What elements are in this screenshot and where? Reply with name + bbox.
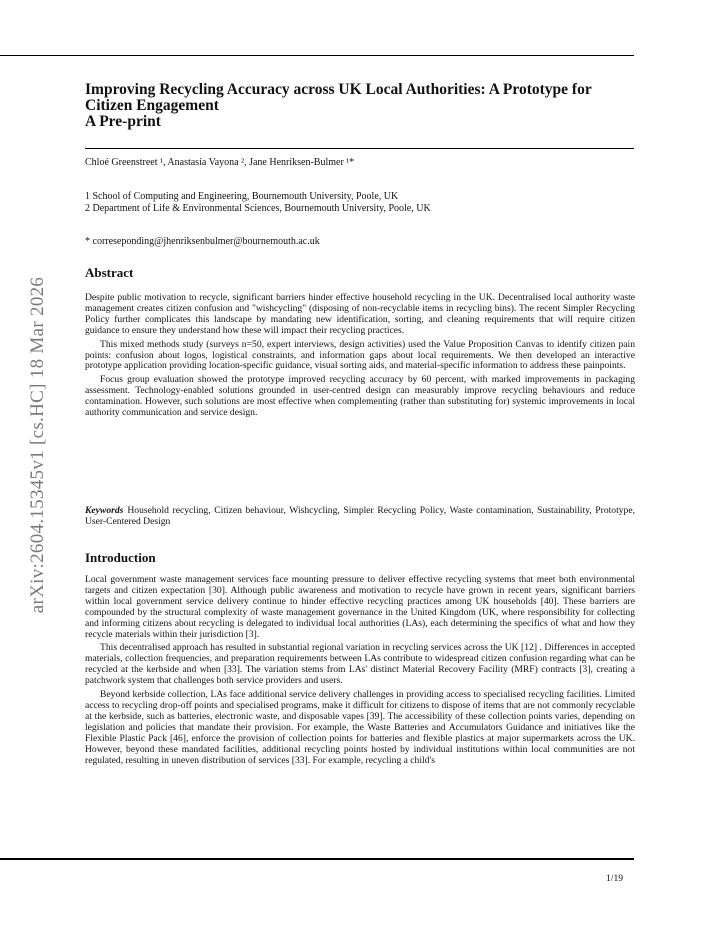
introduction-paragraph: Beyond kerbside collection, LAs face additional service delivery challenges in providing access to specialised recycling facilities. Limited access to recycling drop-off points and specialised programs, make it difficult for citizens to dispose of items that are not commonly recyclable at the kerbside, such as batteries, electronic waste, and disposable vapes [39]. The accessibility of these collection points varies, depending on legislation and policies that mandate their provision. For example, the Waste Batteries and Accumulators Guidance and initiatives like the Flexible Plastic Pack [46], enforce the provision of collection points for batteries and flexible plastics at major supermarkets across the UK. However, beyond these mandated facilities, additional recycling points hosted by individual institutions within local communities are not regulated, resulting in uneven distribution of services [33]. For example, recycling a child's bbox=[85, 689, 635, 766]
affiliation: 2 Department of Life & Environmental Sciences, Bournemouth University, Poole, UK bbox=[85, 203, 431, 214]
introduction-body bbox=[85, 575, 635, 769]
affiliation: 1 School of Computing and Engineering, Bournemouth University, Poole, UK bbox=[85, 191, 399, 202]
paper-title-line: Improving Recycling Accuracy across UK Local Authorities: A Prototype for bbox=[85, 81, 592, 98]
keywords-text: Household recycling, Citizen behaviour, Wishcycling, Simpler Recycling Policy, Waste contamination, Sustainability, Prototype, User-Centered Design bbox=[85, 505, 635, 527]
affiliations bbox=[85, 191, 635, 215]
introduction-paragraph: Local government waste management services face mounting pressure to deliver effective recycling systems that meet both environmental targets and citizen expectation [30]. Although public awareness and motivation to recycle have grown in recent years, significant barriers within local government service delivery continue to hinder effective recycling practices among UK households [40]. These barriers are compounded by the structural complexity of waste management governance in the United Kingdom (UK, where responsibility for collecting and informing citizens about recycling is delegated to individual local authorities (LAs), each determining the specifics of what and how they recycle materials within their jurisdiction [3]. bbox=[85, 574, 635, 640]
author-list: Chloé Greenstreet ¹, Anastasia Vayona ², Jane Henriksen-Bulmer ¹* bbox=[85, 157, 355, 168]
abstract-paragraph: This mixed methods study (surveys n=50, expert interviews, design activities) used the Value Proposition Canvas to identify citizen pain points: confusion about logos, logistical constraints, and information gaps about local requirements. We then developed an interactive prototype application providing location-specific guidance, visual sorting aids, and material-specific information to address these painpoints. bbox=[85, 338, 635, 372]
arxiv-identifier-stamp: arXiv:2604.15345v1 [cs.HC] 18 Mar 2026 bbox=[27, 276, 48, 614]
page-number: 1/19 bbox=[606, 873, 624, 884]
paper-title bbox=[85, 82, 635, 130]
title-rule bbox=[85, 148, 634, 149]
paper-title-line: Citizen Engagement bbox=[85, 97, 219, 114]
paper-subtitle: A Pre-print bbox=[85, 113, 161, 130]
abstract-paragraph: Despite public motivation to recycle, significant barriers hinder effective household recycling in the UK. Decentralised local authority waste management creates citizen confusion and "wishcycling" (disposing of non-recyclable items in recycling bins). The recent Simpler Recycling Policy further complicates this landscape by mandating new identification, sorting, and cleaning requirements that will require citizen guidance to ensure they understand how these will impact their recycling practices. bbox=[85, 292, 635, 336]
corresponding-email: * correseponding@jhenriksenbulmer@bournemouth.ac.uk bbox=[85, 236, 320, 247]
top-rule bbox=[0, 55, 634, 56]
keywords bbox=[85, 506, 635, 528]
introduction-paragraph: This decentralised approach has resulted in substantial regional variation in recycling services across the UK [12] . Differences in accepted materials, collection frequencies, and preparation requirements between LAs contribute to widespread citizen confusion regarding what can be recycled at the kerbside and when [33]. The variation stems from LAs' distinct Material Recovery Facility (MRF) contracts [3], creating a patchwork system that challenges both service providers and users. bbox=[85, 642, 635, 687]
abstract-body bbox=[85, 293, 635, 422]
bottom-rule bbox=[0, 858, 634, 860]
introduction-heading: Introduction bbox=[85, 550, 156, 565]
keywords-label: Keywords bbox=[85, 505, 124, 516]
abstract-paragraph: Focus group evaluation showed the prototype improved recycling accuracy by 60 percent, with marked improvements in packaging assessment. Technology-enabled solutions grounded in user-centred design can measurably improve recycling behaviours and reduce contamination. However, such solutions are most effective when complementing (rather than substituting for) systemic improvements in local authority communication and service design. bbox=[85, 374, 635, 419]
abstract-heading: Abstract bbox=[85, 265, 134, 280]
